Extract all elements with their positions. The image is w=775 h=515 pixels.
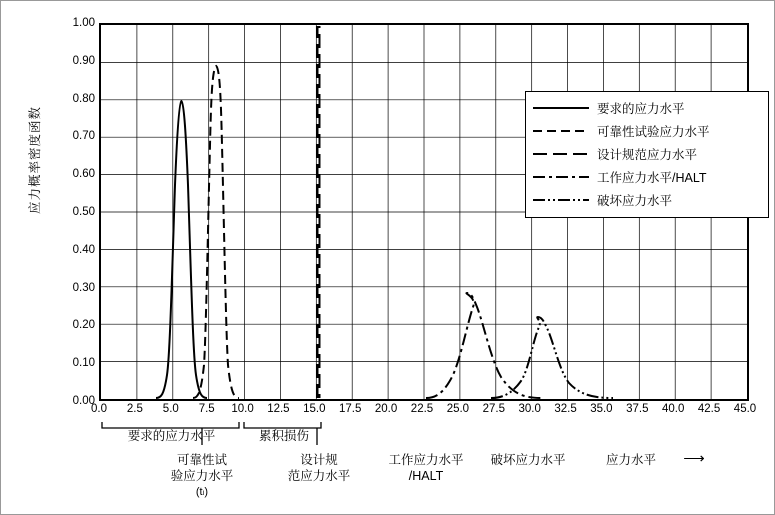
y-tick: 0.70 — [72, 130, 95, 143]
x-tick: 7.5 — [198, 403, 215, 415]
x-tick: 40.0 — [661, 403, 685, 415]
annotation-x-axis-tail: 应力水平 — [605, 453, 656, 467]
x-tick: 17.5 — [338, 403, 362, 415]
legend-label: 要求的应力水平 — [597, 101, 685, 116]
legend-label: 工作应力水平/HALT — [597, 170, 707, 185]
y-tick: 0.80 — [72, 92, 95, 105]
x-tick: 25.0 — [446, 403, 470, 415]
annotation-operating-stress-line2: /HALT — [408, 469, 444, 483]
annotation-operating-stress-line1: 工作应力水平 — [388, 453, 464, 467]
y-tick: 0.00 — [72, 395, 95, 407]
curve-design-spec-stress — [318, 27, 320, 398]
x-tick: 2.5 — [126, 403, 143, 415]
legend-item-design-spec-stress — [532, 142, 762, 165]
curve-operating-stress-halt — [426, 293, 541, 398]
legend-swatch-dashed-long — [532, 149, 590, 159]
y-tick: 0.10 — [72, 357, 95, 370]
x-tick: 37.5 — [626, 403, 649, 415]
legend-swatch-dashed — [532, 126, 590, 136]
x-tick: 35.0 — [590, 403, 613, 415]
chart-legend — [525, 91, 769, 218]
x-tick: 30.0 — [518, 403, 541, 415]
curve-required-stress — [156, 101, 207, 398]
legend-item-required-stress — [532, 96, 762, 119]
legend-item-failure-stress — [532, 188, 762, 211]
x-tick: 42.5 — [697, 403, 721, 415]
y-tick: 0.60 — [72, 168, 95, 181]
x-tick: 12.5 — [267, 403, 290, 415]
y-tick: 0.20 — [72, 319, 95, 332]
x-axis-tick-labels — [91, 403, 757, 419]
y-tick: 1.00 — [72, 17, 95, 29]
legend-label: 设计规范应力水平 — [597, 147, 698, 162]
y-tick: 0.50 — [72, 206, 95, 218]
x-tick: 45.0 — [733, 403, 757, 415]
annotation-design-spec-line1: 设计规 — [300, 453, 338, 467]
legend-swatch-dash-dot — [532, 172, 590, 182]
annotation-x-axis-arrow: ⟶ — [683, 450, 705, 467]
annotation-required-stress: 要求的应力水平 — [127, 429, 216, 443]
annotation-reliability-test-line1: 可靠性试 — [176, 453, 227, 467]
curve-reliability-test-stress — [193, 66, 239, 398]
x-tick: 10.0 — [231, 403, 254, 415]
legend-swatch-solid — [532, 103, 590, 113]
annotation-reliability-test-line2: 验应力水平 — [170, 469, 234, 483]
legend-swatch-dash-dot-dot — [532, 195, 590, 205]
legend-item-reliability-test-stress — [532, 119, 762, 142]
legend-label: 可靠性试验应力水平 — [597, 124, 710, 139]
annotation-cumulative-damage: 累积损伤 — [258, 429, 309, 443]
y-axis-title: 应力概率密度函数 — [28, 106, 42, 215]
annotation-reliability-test-subscript: (tₗ) — [195, 486, 209, 498]
x-tick: 0.0 — [91, 403, 107, 415]
legend-label: 破坏应力水平 — [597, 193, 673, 208]
x-tick: 32.5 — [554, 403, 577, 415]
y-tick: 0.90 — [72, 54, 95, 67]
y-tick: 0.30 — [72, 281, 95, 294]
legend-item-operating-stress-halt — [532, 165, 762, 188]
y-axis-tick-labels — [45, 17, 95, 407]
x-tick: 15.0 — [303, 403, 326, 415]
x-tick: 20.0 — [374, 403, 398, 415]
annotation-design-spec-line2: 范应力水平 — [287, 469, 351, 483]
annotation-failure-stress: 破坏应力水平 — [490, 453, 566, 467]
x-tick: 5.0 — [162, 403, 179, 415]
x-tick: 22.5 — [410, 403, 434, 415]
y-tick: 0.40 — [72, 243, 95, 256]
plot-area — [99, 23, 749, 401]
x-tick: 27.5 — [482, 403, 505, 415]
